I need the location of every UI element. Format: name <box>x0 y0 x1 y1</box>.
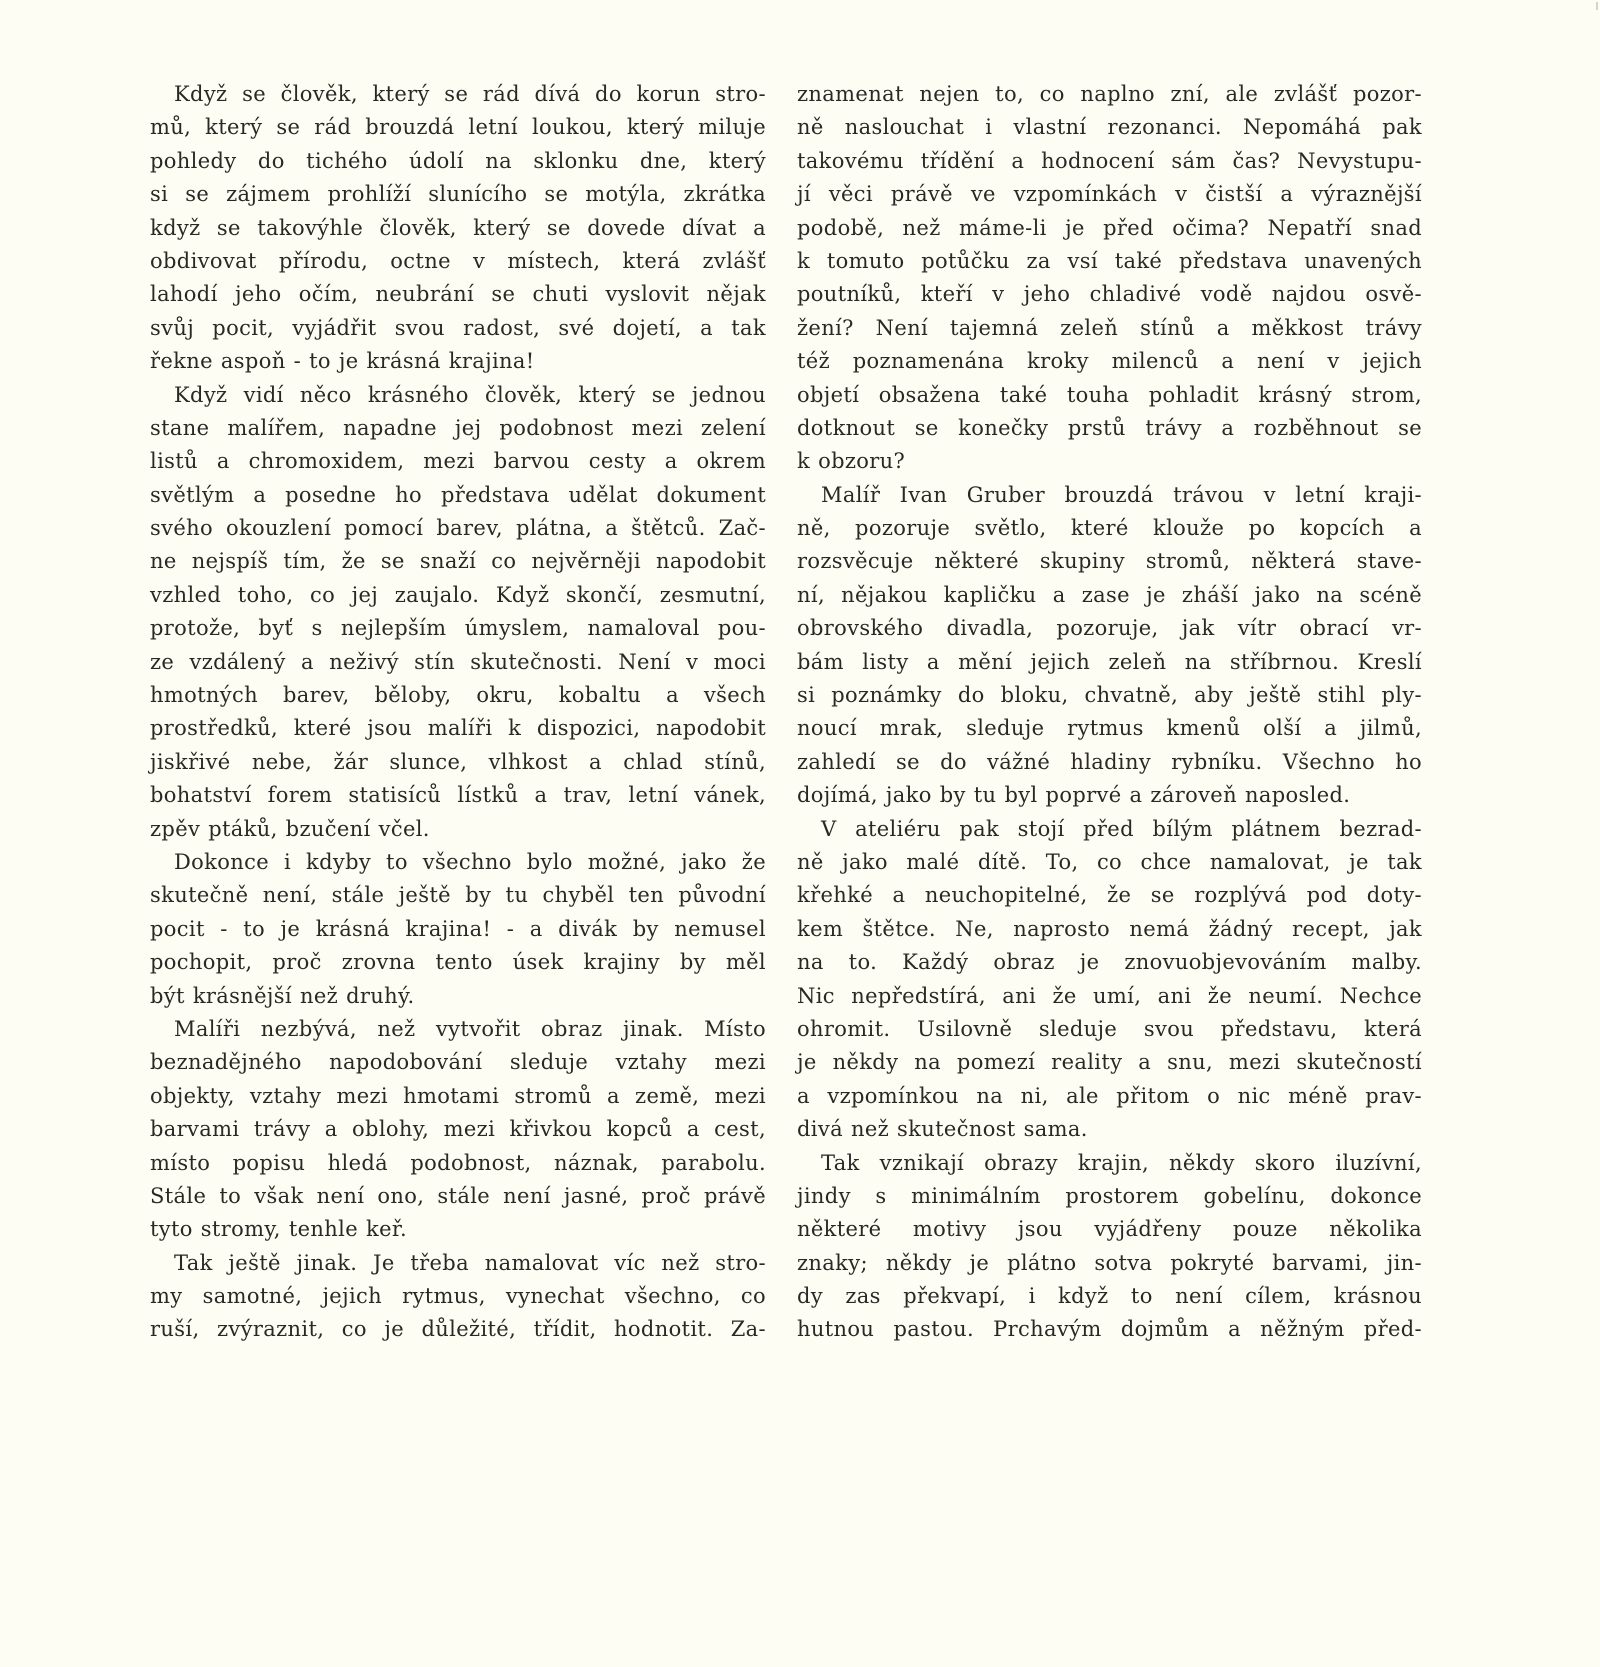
text-line: dy zas překvapí, i když to není cílem, krásnou <box>797 1284 1422 1309</box>
text-line: Nic nepředstírá, ani že umí, ani že neumí. Nechce <box>797 983 1422 1008</box>
text-line: listů a chromoxidem, mezi barvou cesty a okrem <box>150 449 766 474</box>
paragraph-first-line: Tak vznikají obrazy krajin, někdy skoro iluzívní, <box>821 1150 1422 1175</box>
text-line: barvami trávy a oblohy, mezi křivkou kopců a cest, <box>150 1117 766 1142</box>
text-line: některé motivy jsou vyjádřeny pouze několika <box>797 1217 1422 1242</box>
text-line: pochopit, proč zrovna tento úsek krajiny by měl <box>150 950 766 975</box>
text-line: když se takovýhle člověk, který se dovede dívat a <box>150 215 766 240</box>
text-line: jindy s minimálním prostorem gobelínu, dokonce <box>797 1183 1422 1208</box>
text-line: pocit - to je krásná krajina! - a divák by nemusel <box>150 916 766 941</box>
text-line: jiskřivé nebe, žár slunce, vlhkost a chlad stínů, <box>150 749 766 774</box>
text-line: je někdy na pomezí reality a snu, mezi skutečností <box>797 1050 1422 1075</box>
text-line: pohledy do tichého údolí na sklonku dne, který <box>150 148 766 173</box>
text-line: kem štětce. Ne, naprosto nemá žádný recept, jak <box>797 916 1422 941</box>
text-line: ze vzdálený a neživý stín skutečnosti. Není v moci <box>150 649 766 674</box>
text-line: si se zájmem prohlíží slunícího se motýla, zkrátka <box>150 182 766 207</box>
text-line: skutečně není, stále ještě by tu chyběl ten původní <box>150 883 766 908</box>
paragraph-first-line: Dokonce i kdyby to všechno bylo možné, jako že <box>174 849 766 874</box>
text-line: bohatství forem statisíců lístků a trav, letní vánek, <box>150 783 766 808</box>
text-line: křehké a neuchopitelné, že se rozplývá pod doty- <box>797 883 1422 908</box>
paragraph-first-line: Když vidí něco krásného člověk, který se jednou <box>174 382 766 407</box>
text-line: k tomuto potůčku za vsí také představa unavených <box>797 248 1422 273</box>
text-line: ní, nějakou kapličku a zase je zháší jako na scéně <box>797 582 1422 607</box>
text-line: tyto stromy, tenhle keř. <box>150 1217 407 1242</box>
paragraph-first-line: Když se člověk, který se rád dívá do korun stro- <box>174 82 766 106</box>
text-line: zpěv ptáků, bzučení včel. <box>150 816 430 841</box>
text-line: řekne aspoň - to je krásná krajina! <box>150 349 535 374</box>
text-line: dotknout se konečky prstů trávy a rozběhnout se <box>797 415 1422 440</box>
text-line: zahledí se do vážné hladiny rybníku. Všechno ho <box>797 749 1422 774</box>
text-line: lahodí jeho očím, neubrání se chuti vyslovit nějak <box>150 282 766 307</box>
paragraph-first-line: Malíři nezbývá, než vytvořit obraz jinak. Místo <box>174 1016 766 1041</box>
text-line: podobě, než máme-li je před očima? Nepatří snad <box>797 215 1422 240</box>
text-line: znamenat nejen to, co naplno zní, ale zvlášť pozor- <box>797 82 1422 106</box>
paragraph-first-line: Tak ještě jinak. Je třeba namalovat víc než stro- <box>174 1250 766 1275</box>
paragraph-first-line: Malíř Ivan Gruber brouzdá trávou v letní kraji- <box>821 482 1422 507</box>
text-line: svůj pocit, vyjádřit svou radost, své dojetí, a tak <box>150 315 766 340</box>
text-line: být krásnější než druhý. <box>150 983 415 1008</box>
text-line: na to. Každý obraz je znovuobjevováním malby. <box>797 950 1422 975</box>
text-line: k obzoru? <box>797 449 906 474</box>
text-line: dojímá, jako by tu byl poprvé a zároveň naposled. <box>797 783 1351 808</box>
text-line: si poznámky do bloku, chvatně, aby ještě stihl ply- <box>797 683 1422 708</box>
scan-artifact <box>1596 2 1598 10</box>
text-line: ohromit. Usilovně sleduje svou představu, která <box>797 1016 1422 1041</box>
text-line: ně, pozoruje světlo, které klouže po kopcích a <box>797 516 1422 541</box>
text-line: znaky; někdy je plátno sotva pokryté barvami, jin- <box>797 1250 1422 1275</box>
text-line: ruší, zvýraznit, co je důležité, třídit, hodnotit. Za- <box>150 1317 766 1342</box>
text-line: a vzpomínkou na ni, ale přitom o nic méně prav- <box>797 1083 1422 1108</box>
text-line: beznadějného napodobování sleduje vztahy mezi <box>150 1050 766 1075</box>
text-line: takovému třídění a hodnocení sám čas? Nevystupu- <box>797 148 1422 173</box>
text-line: objetí obsažena také touha pohladit krásný strom, <box>797 382 1422 407</box>
text-line: ně naslouchat i vlastní rezonanci. Nepomáhá pak <box>797 115 1422 140</box>
text-line: noucí mrak, sleduje rytmus kmenů olší a jilmů, <box>797 716 1422 741</box>
text-line: ně jako malé dítě. To, co chce namalovat, je tak <box>797 849 1422 874</box>
text-line: poutníků, kteří v jeho chladivé vodě najdou osvě- <box>797 282 1422 307</box>
text-line: obrovského divadla, pozoruje, jak vítr obrací vr- <box>797 616 1422 641</box>
text-line: místo popisu hledá podobnost, náznak, parabolu. <box>150 1150 766 1175</box>
text-line: bám listy a mění jejich zeleň na stříbrnou. Kreslí <box>797 649 1422 674</box>
text-column-right <box>797 78 1422 1347</box>
text-line: též poznamenána kroky milenců a není v jejich <box>797 349 1422 374</box>
text-line: žení? Není tajemná zeleň stínů a měkkost trávy <box>797 315 1422 340</box>
text-line: mů, který se rád brouzdá letní loukou, který miluje <box>150 115 766 140</box>
text-line: ne nejspíš tím, že se snaží co nejvěrněji napodobit <box>150 549 766 574</box>
text-line: divá než skutečnost sama. <box>797 1117 1088 1142</box>
text-line: vzhled toho, co jej zaujalo. Když skončí, zesmutní, <box>150 582 766 607</box>
text-column-left <box>150 78 766 1347</box>
text-line: my samotné, jejich rytmus, vynechat všechno, co <box>150 1284 766 1309</box>
text-line: stane malířem, napadne jej podobnost mezi zelení <box>150 415 766 440</box>
text-line: hutnou pastou. Prchavým dojmům a něžným před- <box>797 1317 1422 1342</box>
text-line: prostředků, které jsou malíři k dispozici, napodobit <box>150 716 766 741</box>
text-line: objekty, vztahy mezi hmotami stromů a země, mezi <box>150 1083 766 1108</box>
paragraph-first-line: V ateliéru pak stojí před bílým plátnem bezrad- <box>821 816 1422 841</box>
text-line: Stále to však není ono, stále není jasné, proč právě <box>150 1183 766 1208</box>
text-line: protože, byť s nejlepším úmyslem, namaloval pou- <box>150 616 766 641</box>
text-line: světlým a posedne ho představa udělat dokument <box>150 482 766 507</box>
text-line: obdivovat přírodu, octne v místech, která zvlášť <box>150 248 766 273</box>
text-line: hmotných barev, běloby, okru, kobaltu a všech <box>150 683 766 708</box>
text-line: svého okouzlení pomocí barev, plátna, a štětců. Zač- <box>150 516 766 541</box>
text-line: jí věci právě ve vzpomínkách v čistší a výraznější <box>797 182 1422 207</box>
text-line: rozsvěcuje některé skupiny stromů, některá stave- <box>797 549 1422 574</box>
